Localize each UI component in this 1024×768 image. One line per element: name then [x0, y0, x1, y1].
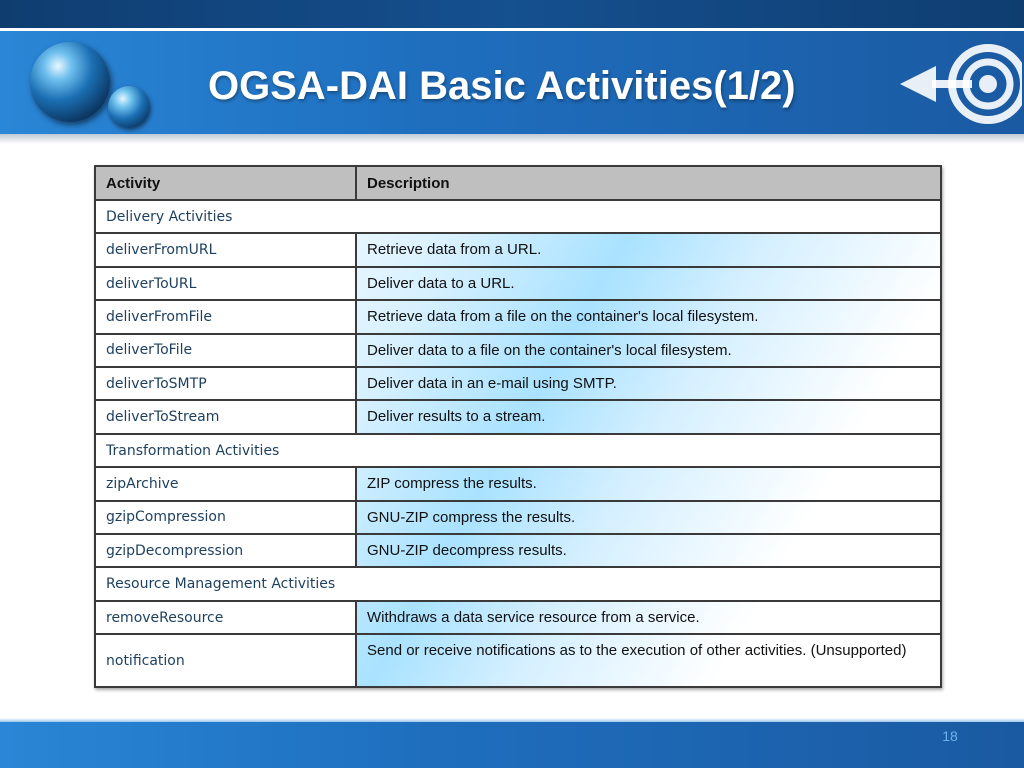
activity-description: Retrieve data from a URL.	[356, 233, 941, 266]
activity-name: deliverToURL	[95, 267, 356, 300]
globe-logo-icon	[30, 42, 110, 122]
target-arrow-icon	[896, 36, 1022, 132]
table-row	[95, 601, 941, 634]
section-row	[95, 567, 941, 600]
table-row	[95, 501, 941, 534]
section-label: Delivery Activities	[95, 200, 941, 233]
activity-name: zipArchive	[95, 467, 356, 500]
table-row	[95, 233, 941, 266]
header-shadow	[0, 134, 1024, 144]
activity-name: notification	[95, 634, 356, 687]
activities-table	[94, 165, 942, 688]
activity-description: GNU-ZIP decompress results.	[356, 534, 941, 567]
activity-name: deliverFromFile	[95, 300, 356, 333]
activities-table-container	[94, 165, 942, 688]
activity-name: gzipCompression	[95, 501, 356, 534]
activity-name: removeResource	[95, 601, 356, 634]
activity-name: deliverFromURL	[95, 233, 356, 266]
section-label: Resource Management Activities	[95, 567, 941, 600]
activity-name: deliverToFile	[95, 334, 356, 367]
page-number: 18	[942, 728, 958, 744]
activity-description: Send or receive notifications as to the execution of other activities. (Unsupported)	[356, 634, 941, 687]
table-row	[95, 367, 941, 400]
column-header-activity: Activity	[95, 166, 356, 200]
activity-description: GNU-ZIP compress the results.	[356, 501, 941, 534]
small-globe-icon	[108, 86, 150, 128]
table-row	[95, 267, 941, 300]
activity-description: ZIP compress the results.	[356, 467, 941, 500]
activity-description: Deliver data to a file on the container's local filesystem.	[356, 334, 941, 367]
slide-footer	[0, 722, 1024, 768]
column-header-description: Description	[356, 166, 941, 200]
activity-description: Deliver results to a stream.	[356, 400, 941, 433]
table-row	[95, 400, 941, 433]
header-top-strip	[0, 0, 1024, 28]
activity-description: Deliver data to a URL.	[356, 267, 941, 300]
activity-description: Deliver data in an e-mail using SMTP.	[356, 367, 941, 400]
activity-name: deliverToSMTP	[95, 367, 356, 400]
activity-description: Withdraws a data service resource from a service.	[356, 601, 941, 634]
section-row	[95, 434, 941, 467]
slide-header	[0, 0, 1024, 134]
section-label: Transformation Activities	[95, 434, 941, 467]
activity-description: Retrieve data from a file on the container's local filesystem.	[356, 300, 941, 333]
slide-title: OGSA-DAI Basic Activities(1/2)	[208, 64, 796, 108]
section-row	[95, 200, 941, 233]
table-row	[95, 634, 941, 687]
activity-name: gzipDecompression	[95, 534, 356, 567]
table-row	[95, 334, 941, 367]
table-row	[95, 534, 941, 567]
table-row	[95, 467, 941, 500]
table-row	[95, 300, 941, 333]
activity-name: deliverToStream	[95, 400, 356, 433]
